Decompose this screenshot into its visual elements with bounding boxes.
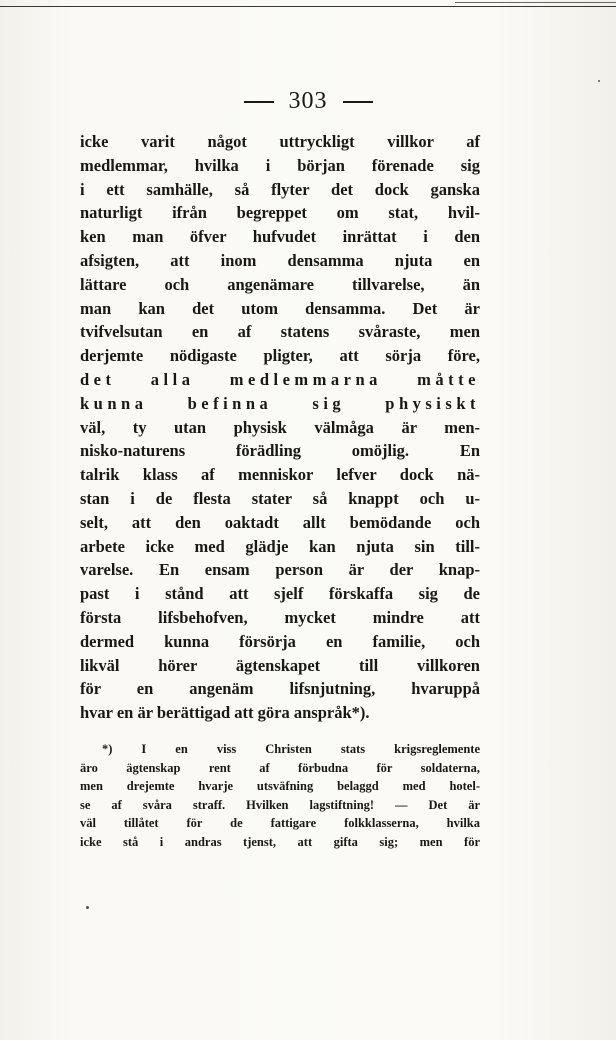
page-top-edge-line — [455, 2, 616, 3]
text-line: selt, att den oaktadt allt bemödande och — [80, 512, 480, 532]
text-line: dermed kunna försörja en familie, och — [80, 631, 480, 651]
text-line-last: hvar en är berättigad att göra anspråk*). — [80, 703, 370, 723]
paper-speck — [86, 906, 89, 909]
footnote-line: se af svåra straff. Hvilken lagstiftning! — Det är — [80, 797, 480, 812]
text-line: för en angenäm lifsnjutning, hvaruppå — [80, 679, 480, 699]
text-line: i ett samhälle, så flyter det dock ganska — [80, 179, 480, 199]
text-line-spaced: det alla medlemmarna måtte — [80, 369, 480, 389]
text-line: väl, ty utan physisk välmåga är men- — [80, 417, 480, 437]
footnote — [80, 740, 480, 852]
text-line: medlemmar, hvilka i början förenade sig — [80, 155, 480, 175]
page-header — [0, 88, 616, 115]
text-line: likväl hörer ägtenskapet till villkoren — [80, 655, 480, 675]
text-line: arbete icke med glädje kan njuta sin till- — [80, 536, 480, 556]
text-line: past i stånd att sjelf förskaffa sig de — [80, 584, 480, 604]
footnote-line: väl tillåtet för de fattigare folkklasserna, hvilka — [80, 816, 480, 831]
text-line: lättare och angenämare tillvarelse, än — [80, 274, 480, 294]
text-line: första lifsbehofven, mycket mindre att — [80, 607, 480, 627]
text-line: varelse. En ensam person är der knap- — [80, 560, 480, 580]
text-line: man kan det utom densamma. Det är — [80, 298, 480, 318]
header-dash-right — [343, 101, 373, 103]
footnote-line: äro ägtenskap rent af förbudna för soldaterna, — [80, 760, 480, 775]
text-line: ken man öfver hufvudet inrättat i den — [80, 227, 480, 247]
footnote-line: men drejemte hvarje utsväfning belaggd med hotel- — [80, 779, 480, 794]
header-dash-left — [244, 101, 274, 103]
text-line: naturligt ifrån begreppet om stat, hvil- — [80, 203, 480, 223]
text-line: afsigten, att inom densamma njuta en — [80, 250, 480, 270]
footnote-line: *) I en viss Christen stats krigsreglemente — [102, 742, 480, 756]
page-top-edge — [0, 6, 616, 7]
text-line: talrik klass af menniskor lefver dock nä- — [80, 465, 480, 485]
text-line: derjemte nödigaste pligter, att sörja före, — [80, 346, 480, 366]
paper-speck — [598, 80, 600, 82]
text-line: nisko-naturens förädling omöjlig. En — [80, 441, 480, 461]
body-text — [80, 130, 480, 725]
page-number: 303 — [288, 88, 328, 114]
text-line: icke varit något uttryckligt villkor af — [80, 132, 480, 151]
footnote-line: icke stå i andras tjenst, att gifta sig; men för — [80, 834, 480, 849]
text-line: stan i de flesta stater så knappt och u- — [80, 488, 480, 508]
text-line-spaced: kunna befinna sig physiskt — [80, 393, 480, 413]
text-line: tvifvelsutan en af statens svåraste, men — [80, 322, 480, 342]
